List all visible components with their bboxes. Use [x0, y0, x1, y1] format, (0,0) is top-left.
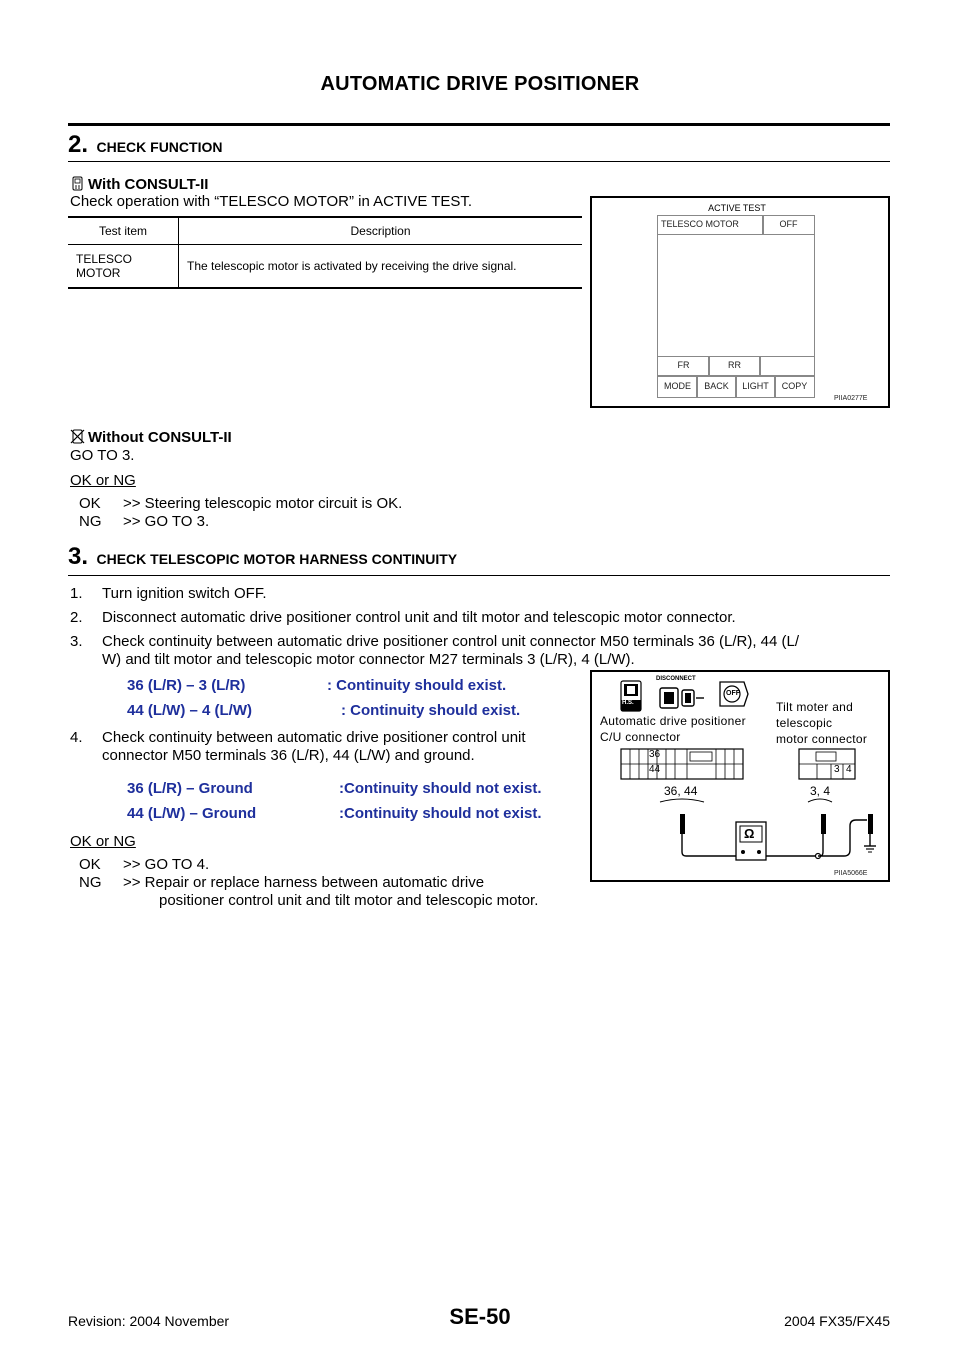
- step3-result-ok: OK >> GO TO 4.: [79, 856, 210, 873]
- figure2-id: PIIA5066E: [834, 870, 868, 877]
- ohmmeter-icon: Ω: [744, 826, 755, 841]
- step2-result-ok: OK >> Steering telescopic motor circuit is OK.: [79, 495, 403, 512]
- disconnect-icon: [658, 684, 706, 717]
- header-rule: [68, 123, 890, 126]
- step3-ok-or-ng: OK or NG: [70, 833, 136, 850]
- step3-result-ng: NG >> Repair or replace harness between automatic drive: [79, 874, 485, 891]
- step2-instruction: Check operation with “TELESCO MOTOR” in ACTIVE TEST.: [70, 193, 473, 210]
- cu-connector-label-1: Automatic drive positioner: [600, 714, 746, 728]
- step3-title: CHECK TELESCOPIC MOTOR HARNESS CONTINUITY: [96, 551, 458, 567]
- pin-36-label: 36: [649, 749, 661, 760]
- step3-rule: [68, 575, 890, 576]
- step2-number: 2.: [68, 131, 89, 158]
- table-header-test-item: Test item: [68, 217, 179, 245]
- light-button[interactable]: LIGHT: [735, 376, 776, 398]
- back-button[interactable]: BACK: [696, 376, 737, 398]
- step2-title: CHECK FUNCTION: [96, 139, 223, 155]
- empty-button: [759, 356, 815, 376]
- page-title: AUTOMATIC DRIVE POSITIONER: [320, 73, 640, 95]
- footer-page-number: SE-50: [449, 1304, 511, 1329]
- step3-heading: [68, 543, 457, 571]
- mode-button[interactable]: MODE: [657, 376, 698, 398]
- disconnect-label: DISCONNECT: [656, 676, 696, 682]
- pin-44-label: 44: [649, 764, 661, 775]
- table-cell-description: The telescopic motor is activated by receiving the drive signal.: [179, 245, 583, 289]
- fr-button[interactable]: FR: [657, 356, 710, 376]
- step2-rule: [68, 161, 890, 162]
- step2-heading: [68, 131, 222, 159]
- step2-ok-or-ng: OK or NG: [70, 472, 136, 489]
- step2-goto: GO TO 3.: [70, 447, 135, 464]
- step3-number: 3.: [68, 543, 89, 570]
- list-item: 1. Turn ignition switch OFF.: [70, 585, 267, 602]
- test-item-table: [68, 216, 582, 289]
- pin-3-label: 3: [834, 764, 840, 775]
- step2-result-ng: NG >> GO TO 3.: [79, 513, 210, 530]
- hs-label: H.S.: [622, 700, 634, 706]
- motor-terminals-label: 3, 4: [810, 784, 831, 798]
- motor-connector-label-1: Tilt moter and: [776, 700, 854, 714]
- list-item-continued: W) and tilt motor and telescopic motor connector M27 terminals 3 (L/R), 4 (L/W).: [102, 651, 635, 668]
- active-test-value: OFF: [762, 215, 815, 235]
- active-test-item: TELESCO MOTOR: [657, 215, 764, 235]
- off-label: OFF: [726, 690, 740, 697]
- copy-button[interactable]: COPY: [774, 376, 815, 398]
- list-item-continued: connector M50 terminals 36 (L/R), 44 (L/W) and ground.: [102, 747, 475, 764]
- motor-connector-label-3: motor connector: [776, 732, 868, 746]
- list-item: 2. Disconnect automatic drive positioner control unit and tilt motor and telescopic motor connector.: [70, 609, 736, 626]
- pin-4-label: 4: [846, 764, 852, 775]
- active-test-figure: [590, 196, 890, 408]
- spec-line: 44 (L/W) – 4 (L/W) : Continuity should exist.: [127, 702, 521, 719]
- list-item: 3. Check continuity between automatic drive positioner control unit connector M50 terminals 36 (L/R), 44 (L/: [70, 633, 800, 650]
- active-test-title: ACTIVE TEST: [708, 203, 766, 213]
- spec-line: 36 (L/R) – 3 (L/R) : Continuity should exist.: [127, 677, 507, 694]
- continuity-wiring: [592, 796, 884, 881]
- with-consult-label: With CONSULT-II: [70, 176, 208, 196]
- spec-line: 44 (L/W) – Ground :Continuity should not exist.: [127, 805, 542, 822]
- footer-model: 2004 FX35/FX45: [784, 1313, 890, 1329]
- table-row: [68, 245, 582, 289]
- table-cell-item: TELESCO MOTOR: [68, 245, 179, 289]
- continuity-figure: [590, 670, 890, 882]
- motor-connector-label-2: telescopic: [776, 716, 833, 730]
- spec-line: 36 (L/R) – Ground :Continuity should not exist.: [127, 780, 542, 797]
- no-consult-icon: [70, 429, 85, 449]
- rr-button[interactable]: RR: [708, 356, 761, 376]
- list-item: 4. Check continuity between automatic drive positioner control unit: [70, 729, 526, 746]
- figure1-id: PIIA0277E: [834, 395, 868, 402]
- without-consult-label: Without CONSULT-II: [70, 429, 232, 449]
- footer-revision: Revision: 2004 November: [68, 1313, 230, 1329]
- cu-terminals-label: 36, 44: [664, 784, 698, 798]
- step3-result-ng-continued: positioner control unit and tilt motor and telescopic motor.: [159, 892, 539, 909]
- cu-connector: [620, 748, 744, 785]
- table-header-description: Description: [179, 217, 583, 245]
- hs-icon: [620, 680, 642, 712]
- cu-connector-label-2: C/U connector: [600, 730, 681, 744]
